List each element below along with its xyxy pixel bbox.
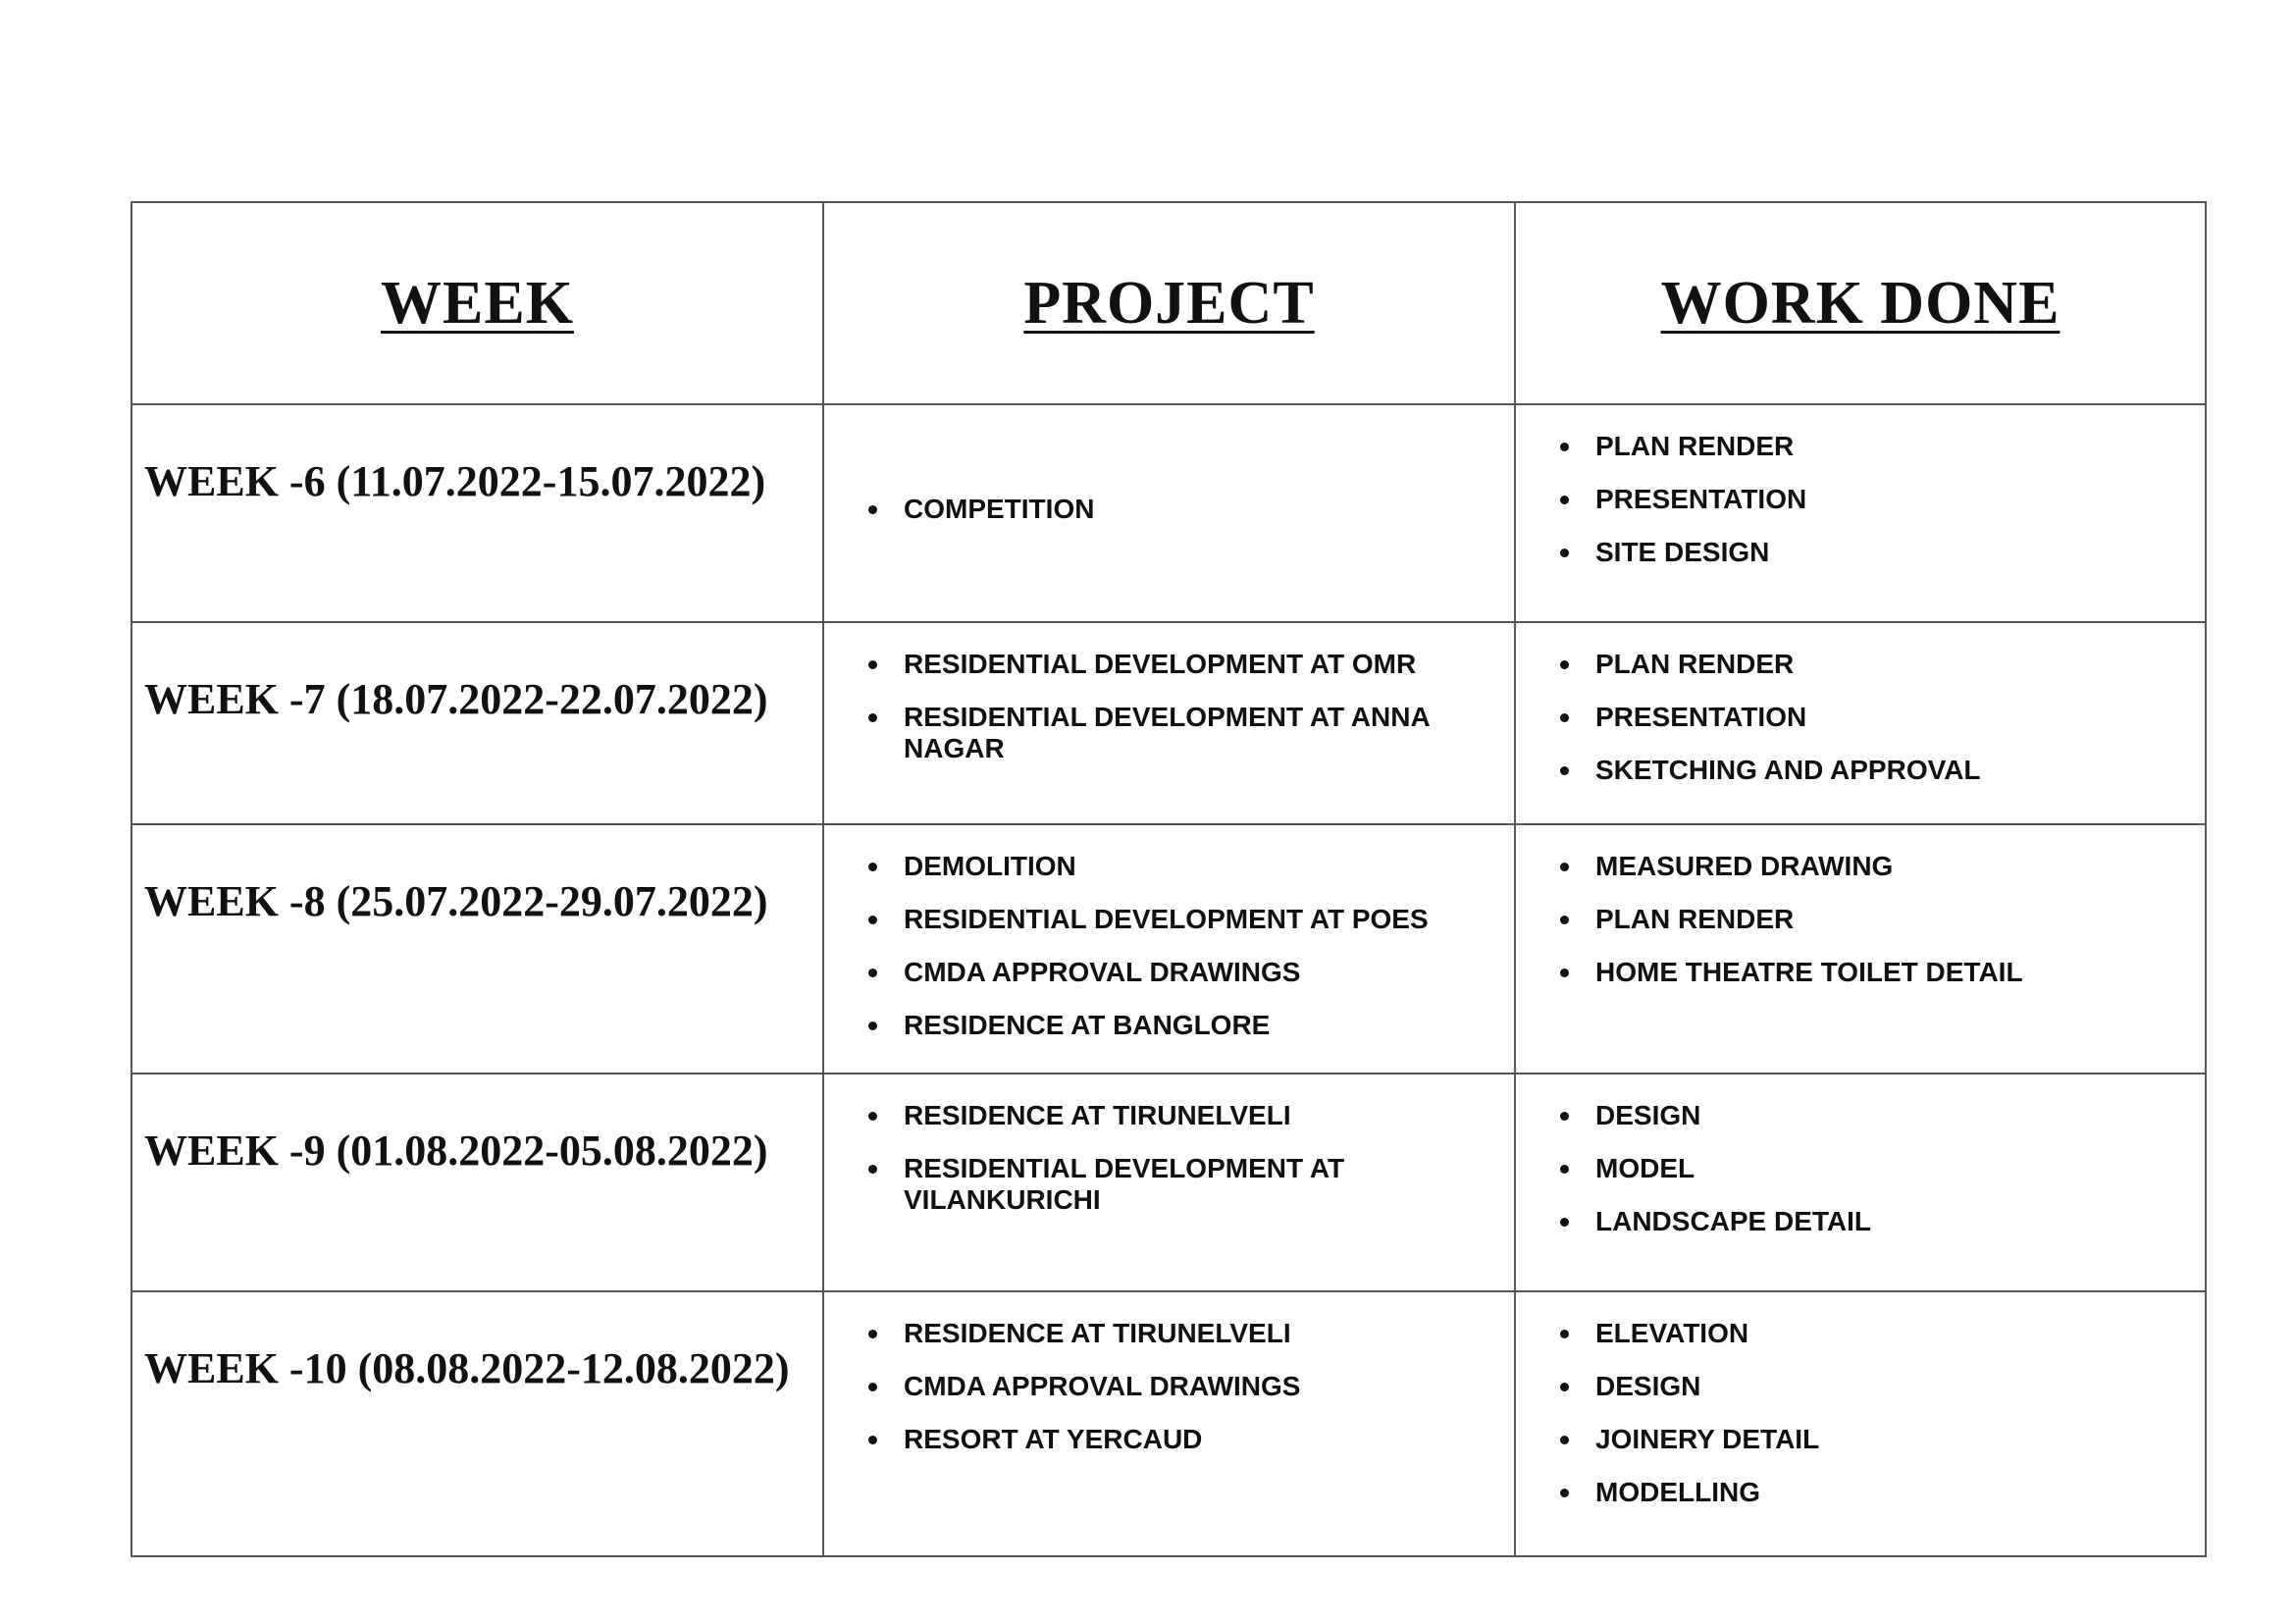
week-cell xyxy=(131,1074,823,1291)
week-label: WEEK -7 (18.07.2022-22.07.2022) xyxy=(144,675,768,723)
work-done-cell xyxy=(1515,404,2206,622)
list-item: PLAN RENDER xyxy=(1560,649,2205,680)
list-item: DESIGN xyxy=(1560,1371,2205,1402)
project-cell xyxy=(823,1074,1515,1291)
list-item: SITE DESIGN xyxy=(1560,537,2205,568)
work-done-cell xyxy=(1515,824,2206,1074)
list-item: COMPETITION xyxy=(868,494,1514,525)
week-cell xyxy=(131,1291,823,1556)
list-item: ELEVATION xyxy=(1560,1318,2205,1349)
project-list xyxy=(824,825,1514,1041)
list-item: CMDA APPROVAL DRAWINGS xyxy=(868,1371,1514,1402)
header-project-label: PROJECT xyxy=(1023,269,1315,337)
project-cell xyxy=(823,404,1515,622)
week-cell xyxy=(131,404,823,622)
work-done-cell xyxy=(1515,1291,2206,1556)
header-work-done xyxy=(1515,202,2206,404)
work-done-list xyxy=(1516,825,2205,988)
header-week-label: WEEK xyxy=(381,269,574,337)
list-item: RESIDENTIAL DEVELOPMENT AT ANNA NAGAR xyxy=(868,702,1514,764)
list-item: CMDA APPROVAL DRAWINGS xyxy=(868,957,1514,988)
week-cell xyxy=(131,622,823,824)
list-item: RESIDENTIAL DEVELOPMENT AT POES xyxy=(868,904,1514,935)
list-item: RESIDENCE AT BANGLORE xyxy=(868,1010,1514,1041)
list-item: MODELLING xyxy=(1560,1477,2205,1508)
list-item: PLAN RENDER xyxy=(1560,431,2205,462)
table-row xyxy=(131,1074,2206,1291)
week-cell xyxy=(131,824,823,1074)
project-list xyxy=(824,1292,1514,1455)
week-label: WEEK -9 (01.08.2022-05.08.2022) xyxy=(144,1126,768,1175)
list-item: RESIDENTIAL DEVELOPMENT AT VILANKURICHI xyxy=(868,1153,1514,1216)
project-cell xyxy=(823,824,1515,1074)
table-row xyxy=(131,404,2206,622)
work-done-list xyxy=(1516,405,2205,568)
table-header-row xyxy=(131,202,2206,404)
list-item: RESIDENCE AT TIRUNELVELI xyxy=(868,1318,1514,1349)
table-row xyxy=(131,622,2206,824)
project-cell xyxy=(823,1291,1515,1556)
list-item: PLAN RENDER xyxy=(1560,904,2205,935)
list-item: DEMOLITION xyxy=(868,851,1514,882)
list-item: MODEL xyxy=(1560,1153,2205,1184)
list-item: SKETCHING AND APPROVAL xyxy=(1560,755,2205,786)
project-list xyxy=(824,623,1514,764)
list-item: RESORT AT YERCAUD xyxy=(868,1424,1514,1455)
week-label: WEEK -8 (25.07.2022-29.07.2022) xyxy=(144,877,768,925)
project-list xyxy=(824,1074,1514,1216)
work-done-cell xyxy=(1515,1074,2206,1291)
work-done-list xyxy=(1516,1292,2205,1508)
list-item: LANDSCAPE DETAIL xyxy=(1560,1206,2205,1237)
header-project xyxy=(823,202,1515,404)
list-item: MEASURED DRAWING xyxy=(1560,851,2205,882)
list-item: PRESENTATION xyxy=(1560,484,2205,515)
weekly-work-table xyxy=(130,201,2207,1557)
list-item: DESIGN xyxy=(1560,1100,2205,1131)
list-item: HOME THEATRE TOILET DETAIL xyxy=(1560,957,2205,988)
project-list xyxy=(824,405,1514,525)
list-item: PRESENTATION xyxy=(1560,702,2205,733)
table-row xyxy=(131,824,2206,1074)
project-cell xyxy=(823,622,1515,824)
week-label: WEEK -6 (11.07.2022-15.07.2022) xyxy=(144,457,766,505)
list-item: RESIDENCE AT TIRUNELVELI xyxy=(868,1100,1514,1131)
list-item: RESIDENTIAL DEVELOPMENT AT OMR xyxy=(868,649,1514,680)
list-item: JOINERY DETAIL xyxy=(1560,1424,2205,1455)
work-done-list xyxy=(1516,1074,2205,1237)
work-done-cell xyxy=(1515,622,2206,824)
header-work-done-label: WORK DONE xyxy=(1660,269,2060,337)
table-row xyxy=(131,1291,2206,1556)
header-week xyxy=(131,202,823,404)
work-done-list xyxy=(1516,623,2205,786)
week-label: WEEK -10 (08.08.2022-12.08.2022) xyxy=(144,1344,790,1392)
